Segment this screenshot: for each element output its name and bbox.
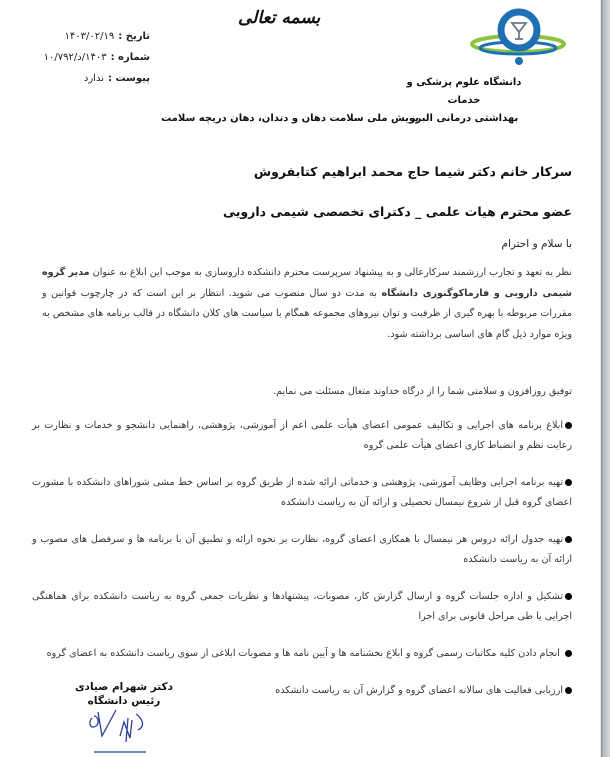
bullet-icon — [565, 536, 572, 543]
letter-body — [42, 263, 572, 345]
basmala-heading: بسمه تعالی — [238, 8, 321, 28]
duty-item — [32, 473, 572, 513]
bullet-icon — [565, 650, 572, 657]
bullet-icon — [565, 479, 572, 486]
closing-sentence: توفیق روزافزون و سلامتی شما را از درگاه خداوند متعال مسئلت می نمایم. — [273, 386, 572, 397]
duty-text: تهیه برنامه اجرایی وظایف آموزشی، پژوهشی و خدماتی ارائه شده از طریق گروه بر اساس خط مشی شوراهای دانشکده با مشورت اعضای گروه قبل از شروع نیمسال تحصیلی و ارائه آن به ریاست دانشکده — [32, 477, 572, 508]
duty-text: ابلاغ برنامه های اجرایی و تکالیف عمومی اعضای هیأت علمی اعم از آموزشی، پژوهشی، راهنمایی دانشجو و خدمات و نظارت بر رعایت نظم و انضباط کاری اعضای هیأت علمی گروه — [32, 420, 572, 451]
addressee-name: سرکار خانم دکتر شیما حاج محمد ابراهیم کتابفروش — [253, 164, 572, 179]
addressee-position: عضو محترم هیات علمی _ دکترای تخصصی شیمی دارویی — [223, 204, 572, 219]
duty-text: تشکیل و اداره جلسات گروه و ارسال گزارش کار، مصوبات، پیشنهادها و نظریات جمعی گروه به ریاست دانشکده برای هماهنگی اجرایی یا طی مراحل قانونی برای اجرا — [32, 591, 572, 622]
duty-text: انجام دادن کلیه مکاتبات رسمی گروه و ابلاغ بخشنامه ها و آیین نامه ها و مصوبات ابلاغی از سوی ریاست دانشکده به اعضای گروه — [46, 648, 563, 659]
signatory-name: دکتر شهرام صیادی — [74, 681, 174, 693]
duty-text: ارزیابی فعالیت های سالانه اعضای گروه و گزارش آن به ریاست دانشکده — [275, 685, 563, 696]
duty-text: تهیه جدول ارائه دروس هر نیمسال با همکاری اعضای گروه، نظارت بر نحوه ارائه و تطبیق آن با برنامه ها و سرفصل های مصوب و ارائه آن به ریاست دانشکده — [32, 534, 572, 565]
body-part2: به مدت دو سال منصوب می شوید. انتظار بر این است که در چارچوب قوانین و مقررات مربوطه با بهره گیری از ظرفیت و توان نیروهای مجموعه همگام با سیاست های کلان دانشگاه در قالب برنامه های مشخص به ویژه موارد ذیل گام های اساسی برداشته شود. — [42, 287, 572, 340]
signatory-title: رئیس دانشگاه — [87, 695, 161, 707]
bullet-icon — [565, 422, 572, 429]
university-name-line1: دانشگاه علوم پزشکی و خدمات — [406, 77, 522, 106]
duties-list — [32, 416, 572, 718]
attachment-value: ندارد — [83, 73, 104, 84]
date-row — [40, 26, 150, 47]
bullet-icon — [565, 687, 572, 694]
body-appointment-title: مدیر گروه شیمی دارویی و فارماکوگنوزی دانشگاه — [42, 267, 572, 299]
number-value: ۱۴۰۳/د/۱۰/۷۹۲ — [43, 52, 107, 63]
university-logo-icon — [463, 8, 573, 66]
letter-meta — [40, 26, 150, 89]
university-name-line2: بهداشتی درمانی البرز — [409, 113, 519, 124]
duty-item — [32, 530, 572, 570]
date-value: ۱۴۰۳/۰۲/۱۹ — [64, 31, 115, 42]
date-label: تاریخ : — [118, 31, 150, 42]
attachment-row — [40, 68, 150, 89]
greeting: با سلام و احترام — [501, 238, 572, 250]
duty-item — [32, 416, 572, 456]
duty-item — [32, 644, 572, 664]
page-edge-scrollbar — [594, 0, 610, 757]
number-row — [40, 47, 150, 68]
attachment-label: پیوست : — [107, 73, 150, 84]
handwritten-signature-icon — [86, 708, 156, 756]
signatory — [74, 680, 174, 708]
number-label: شماره : — [110, 52, 150, 63]
campaign-slogan: پویش ملی سلامت دهان و دندان، دهان دریچه سلامت — [161, 113, 419, 124]
bullet-icon — [565, 593, 572, 600]
duty-item — [32, 587, 572, 627]
body-part1: نظر به تعهد و تجارب ارزشمند سرکارعالی و به پیشنهاد سرپرست محترم دانشکده داروسازی به موجب این ابلاغ به عنوان — [89, 267, 572, 278]
